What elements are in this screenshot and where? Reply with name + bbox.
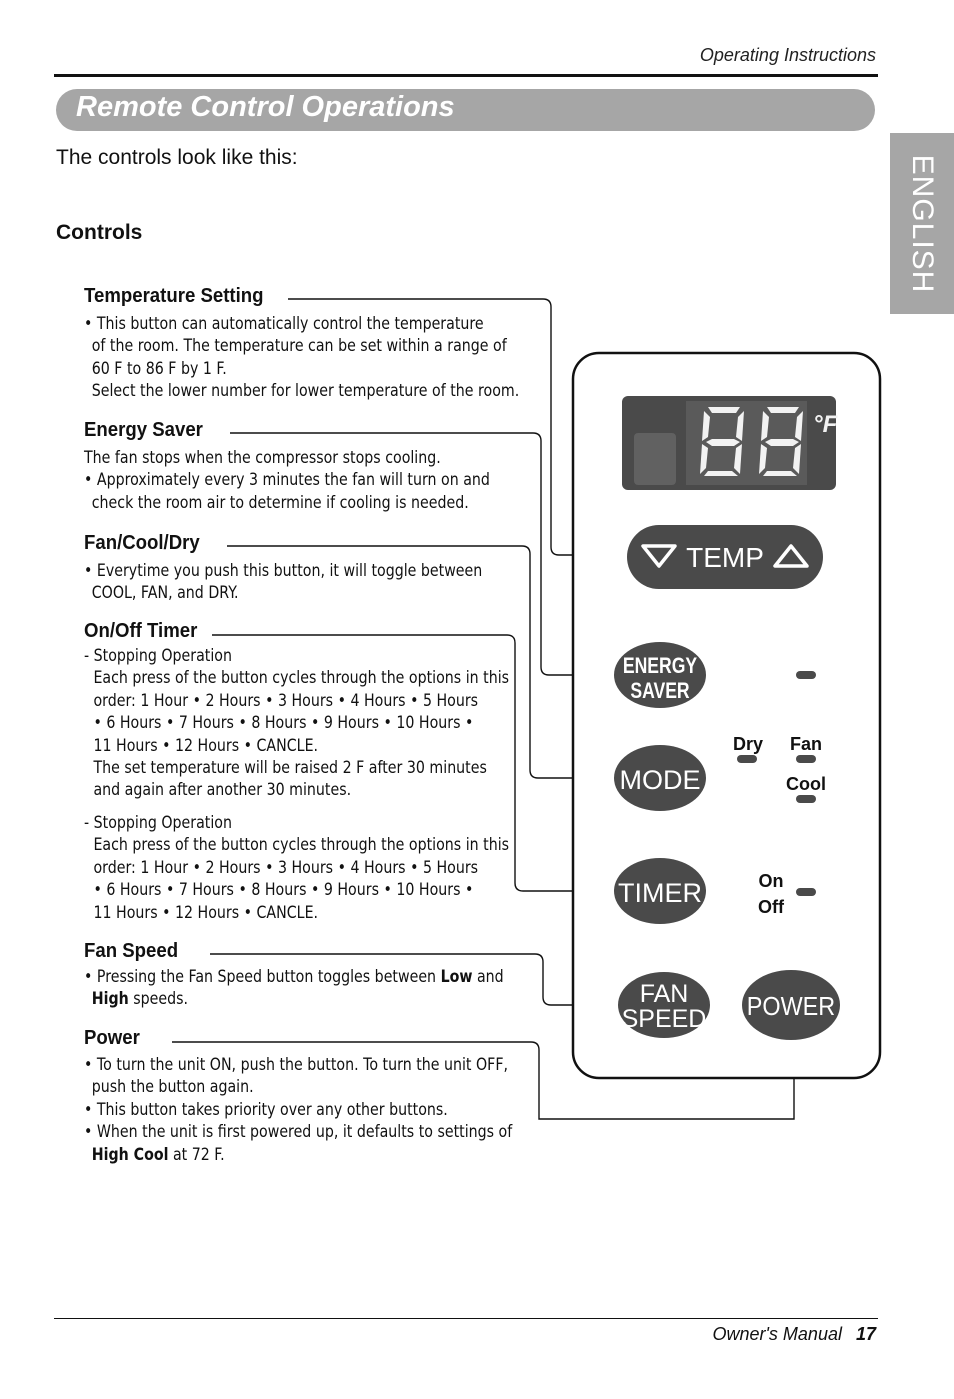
timer-line: order: 1 Hour • 2 Hours • 3 Hours • 4 Hours • 5 Hours (93, 690, 479, 710)
cool-mode-label: Cool (786, 774, 826, 794)
timer-line: 11 Hours • 12 Hours • CANCLE. (93, 735, 319, 755)
power-line: • To turn the unit ON, push the button. To turn the unit OFF, (84, 1055, 509, 1074)
mode-title: Fan/Cool/Dry (84, 532, 200, 554)
cool-mode-indicator (796, 795, 816, 803)
timer-line: Each press of the button cycles through the options in this (93, 668, 510, 688)
energy-line: check the room air to determine if cooling is needed. (91, 492, 469, 512)
page-number: 17 (855, 1324, 876, 1344)
power-default-label: High Cool (91, 1144, 169, 1164)
energy-line: The fan stops when the compressor stops cooling. (84, 448, 441, 467)
temp-line: Select the lower number for lower temperature of the room. (91, 381, 520, 401)
leader-energy (230, 433, 598, 675)
timer-on-label: On (758, 871, 784, 891)
timer-line: The set temperature will be raised 2 F after 30 minutes (93, 758, 487, 778)
timer-off-label: Off (758, 897, 784, 917)
temp-line: 60 F to 86 F by 1 F. (91, 358, 227, 378)
footer-label: Owner's Manual (712, 1324, 842, 1344)
fan-line: • Pressing the Fan Speed button toggles between (84, 967, 441, 986)
fan-mode-indicator (796, 755, 816, 763)
footer-rule (54, 1318, 878, 1319)
footer (712, 1324, 876, 1345)
fan-speed-title: Fan Speed (84, 940, 179, 962)
temp-line: of the room. The temperature can be set within a range of (91, 336, 507, 356)
power-line: push the button again. (91, 1077, 254, 1097)
fan-speed-label-2: SPEED (621, 1005, 707, 1033)
timer-line: - Stopping Operation (84, 813, 232, 832)
intro-text: The controls look like this: (56, 146, 298, 169)
temp-setting-title: Temperature Setting (84, 285, 264, 307)
leader-mode (227, 546, 598, 778)
energy-saver-label-1: ENERGY (622, 654, 698, 679)
power-button-label: POWER (746, 992, 836, 1022)
display-unit-label: °F (813, 411, 838, 438)
timer-title: On/Off Timer (84, 620, 198, 642)
timer-line: - Stopping Operation (84, 646, 232, 665)
mode-line: COOL, FAN, and DRY. (91, 583, 239, 603)
energy-saver-indicator (796, 671, 816, 679)
header-label: Operating Instructions (699, 45, 876, 65)
temp-button-label: TEMP (686, 542, 764, 573)
dry-indicator (737, 755, 757, 763)
energy-saver-label-2: SAVER (630, 679, 690, 704)
timer-indicator (796, 888, 816, 896)
power-line: at 72 F. (168, 1144, 225, 1164)
timer-line: • 6 Hours • 7 Hours • 8 Hours • 9 Hours • 10 Hours • (93, 713, 474, 733)
power-title: Power (84, 1027, 140, 1049)
page-title: Remote Control Operations (76, 91, 455, 123)
fan-line: speeds. (128, 989, 189, 1009)
timer-line: Each press of the button cycles through the options in this (93, 835, 510, 855)
fan-mode-label: Fan (789, 734, 823, 754)
leader-timer (212, 635, 598, 891)
timer-line: and again after another 30 minutes. (93, 780, 352, 800)
fan-speed-label-1: FAN (639, 980, 689, 1008)
display-indicator (634, 433, 676, 485)
fan-high-label: High (91, 989, 129, 1009)
timer-line: 11 Hours • 12 Hours • CANCLE. (93, 902, 319, 922)
temp-line: • This button can automatically control the temperature (84, 314, 484, 333)
controls-heading: Controls (56, 221, 143, 244)
energy-line: • Approximately every 3 minutes the fan will turn on and (84, 470, 490, 490)
fan-line: and (472, 967, 504, 986)
timer-line: • 6 Hours • 7 Hours • 8 Hours • 9 Hours • 10 Hours • (93, 880, 474, 900)
timer-line: order: 1 Hour • 2 Hours • 3 Hours • 4 Hours • 5 Hours (93, 857, 479, 877)
mode-button-label: MODE (619, 765, 701, 795)
leader-temp (288, 299, 611, 555)
language-tab-label: ENGLISH (906, 154, 939, 293)
energy-saver-title: Energy Saver (84, 419, 203, 441)
timer-button-label: TIMER (618, 878, 702, 908)
power-line: • This button takes priority over any other buttons. (84, 1099, 448, 1119)
dry-label: Dry (732, 734, 764, 754)
power-line: • When the unit is first powered up, it defaults to settings of (84, 1122, 513, 1142)
fan-low-label: Low (440, 967, 473, 986)
leader-fan (210, 954, 598, 1005)
mode-line: • Everytime you push this button, it will toggle between (84, 561, 483, 580)
